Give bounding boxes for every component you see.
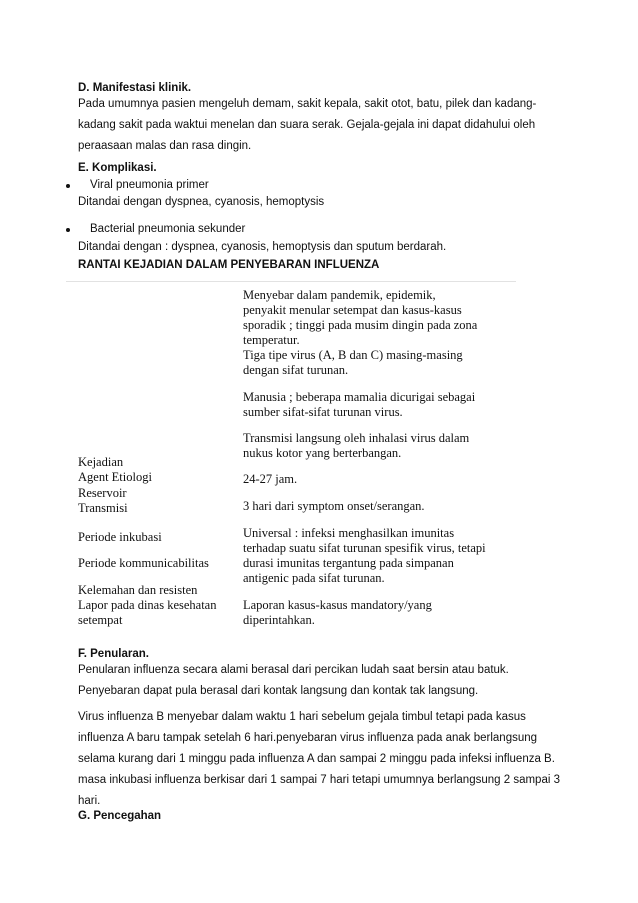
section-d-body	[78, 94, 536, 157]
label-kelemahan: Kelemahan dan resisten	[78, 583, 198, 597]
rantai-heading: RANTAI KEJADIAN DALAM PENYEBARAN INFLUENZA	[78, 259, 380, 271]
label-kejadian: Kejadian	[78, 455, 124, 469]
section-f-line: masa inkubasi influenza berkisar dari 1 sampai 7 hari tetapi umumnya berlangsung 2 sampai 3	[78, 774, 560, 786]
section-f-line: influenza A baru tampak setelah 6 hari.penyebaran virus influenza pada anak berlangsung	[78, 732, 538, 744]
complication-detail-1: Ditandai dengan dyspnea, cyanosis, hemoptysis	[78, 196, 325, 208]
label-transmisi: Transmisi	[78, 501, 128, 515]
value-line: durasi imunitas tergantung pada simpanan	[243, 556, 454, 570]
section-d-line: Pada umumnya pasien mengeluh demam, sakit kepala, sakit otot, batu, pilek dan kadang-	[78, 98, 537, 110]
value-line: antigenic pada sifat turunan.	[243, 571, 385, 585]
label-agent-etiologi: Agent Etiologi	[78, 470, 152, 484]
section-f-line: Penyebaran dapat pula berasal dari kontak langsung dan kontak tak langsung.	[78, 685, 479, 697]
bullet-icon	[66, 228, 70, 232]
value-line: temperatur.	[243, 333, 300, 347]
label-setempat: setempat	[78, 613, 123, 627]
bullet-icon	[66, 184, 70, 188]
value-line: Menyebar dalam pandemik, epidemik,	[243, 288, 436, 302]
value-line: terhadap suatu sifat turunan spesifik virus, tetapi	[243, 541, 486, 555]
section-d-line: kadang sakit pada waktui menelan dan suara serak. Gejala-gejala ini dapat didahului oleh	[78, 119, 536, 131]
complication-item-1: Viral pneumonia primer	[90, 179, 209, 191]
value-line: dengan sifat turunan.	[243, 363, 349, 377]
value-line: nukus kotor yang berterbangan.	[243, 446, 402, 460]
section-f-para-1	[78, 660, 509, 702]
value-line: Transmisi langsung oleh inhalasi virus dalam	[243, 431, 470, 445]
value-kelemahan	[243, 526, 486, 586]
value-line: Universal : infeksi menghasilkan imunitas	[243, 526, 455, 540]
section-d-line: peraasaan malas dan rasa dingin.	[78, 140, 252, 152]
label-reservoir: Reservoir	[78, 486, 127, 500]
section-g-heading: G. Pencegahan	[78, 810, 162, 822]
section-f-line: selama kurang dari 1 minggu pada influenza A dan sampai 2 minggu pada infeksi influenza B.	[78, 753, 555, 765]
divider	[66, 281, 516, 282]
section-f-line: hari.	[78, 795, 101, 807]
label-lapor: Lapor pada dinas kesehatan	[78, 598, 217, 612]
value-transmisi	[243, 431, 469, 461]
value-line: Laporan kasus-kasus mandatory/yang	[243, 598, 432, 612]
value-line: sporadik ; tinggi pada musim dingin pada zona	[243, 318, 478, 332]
value-periode-inkubasi: 24-27 jam.	[243, 472, 298, 486]
value-line: Tiga tipe virus (A, B dan C) masing-masing	[243, 348, 463, 362]
complication-item-2: Bacterial pneumonia sekunder	[90, 223, 246, 235]
section-f-heading: F. Penularan.	[78, 648, 149, 660]
value-reservoir	[243, 390, 475, 420]
complication-detail-2: Ditandai dengan : dyspnea, cyanosis, hemoptysis dan sputum berdarah.	[78, 241, 447, 253]
value-kejadian	[243, 288, 477, 378]
value-line: Manusia ; beberapa mamalia dicurigai sebagai	[243, 390, 476, 404]
value-periode-kommunicabilitas: 3 hari dari symptom onset/serangan.	[243, 499, 425, 513]
section-f-para-2	[78, 707, 560, 812]
section-d-heading: D. Manifestasi klinik.	[78, 82, 192, 94]
section-e-heading: E. Komplikasi.	[78, 162, 157, 174]
value-line: sumber sifat-sifat turunan virus.	[243, 405, 403, 419]
value-lapor	[243, 598, 432, 628]
label-periode-inkubasi: Periode inkubasi	[78, 530, 162, 544]
section-f-line: Penularan influenza secara alami berasal dari percikan ludah saat bersin atau batuk.	[78, 664, 509, 676]
value-line: penyakit menular setempat dan kasus-kasus	[243, 303, 462, 317]
value-line: diperintahkan.	[243, 613, 315, 627]
label-periode-kommunicabilitas: Periode kommunicabilitas	[78, 556, 209, 570]
section-f-line: Virus influenza B menyebar dalam waktu 1 hari sebelum gejala timbul tetapi pada kasus	[78, 711, 526, 723]
